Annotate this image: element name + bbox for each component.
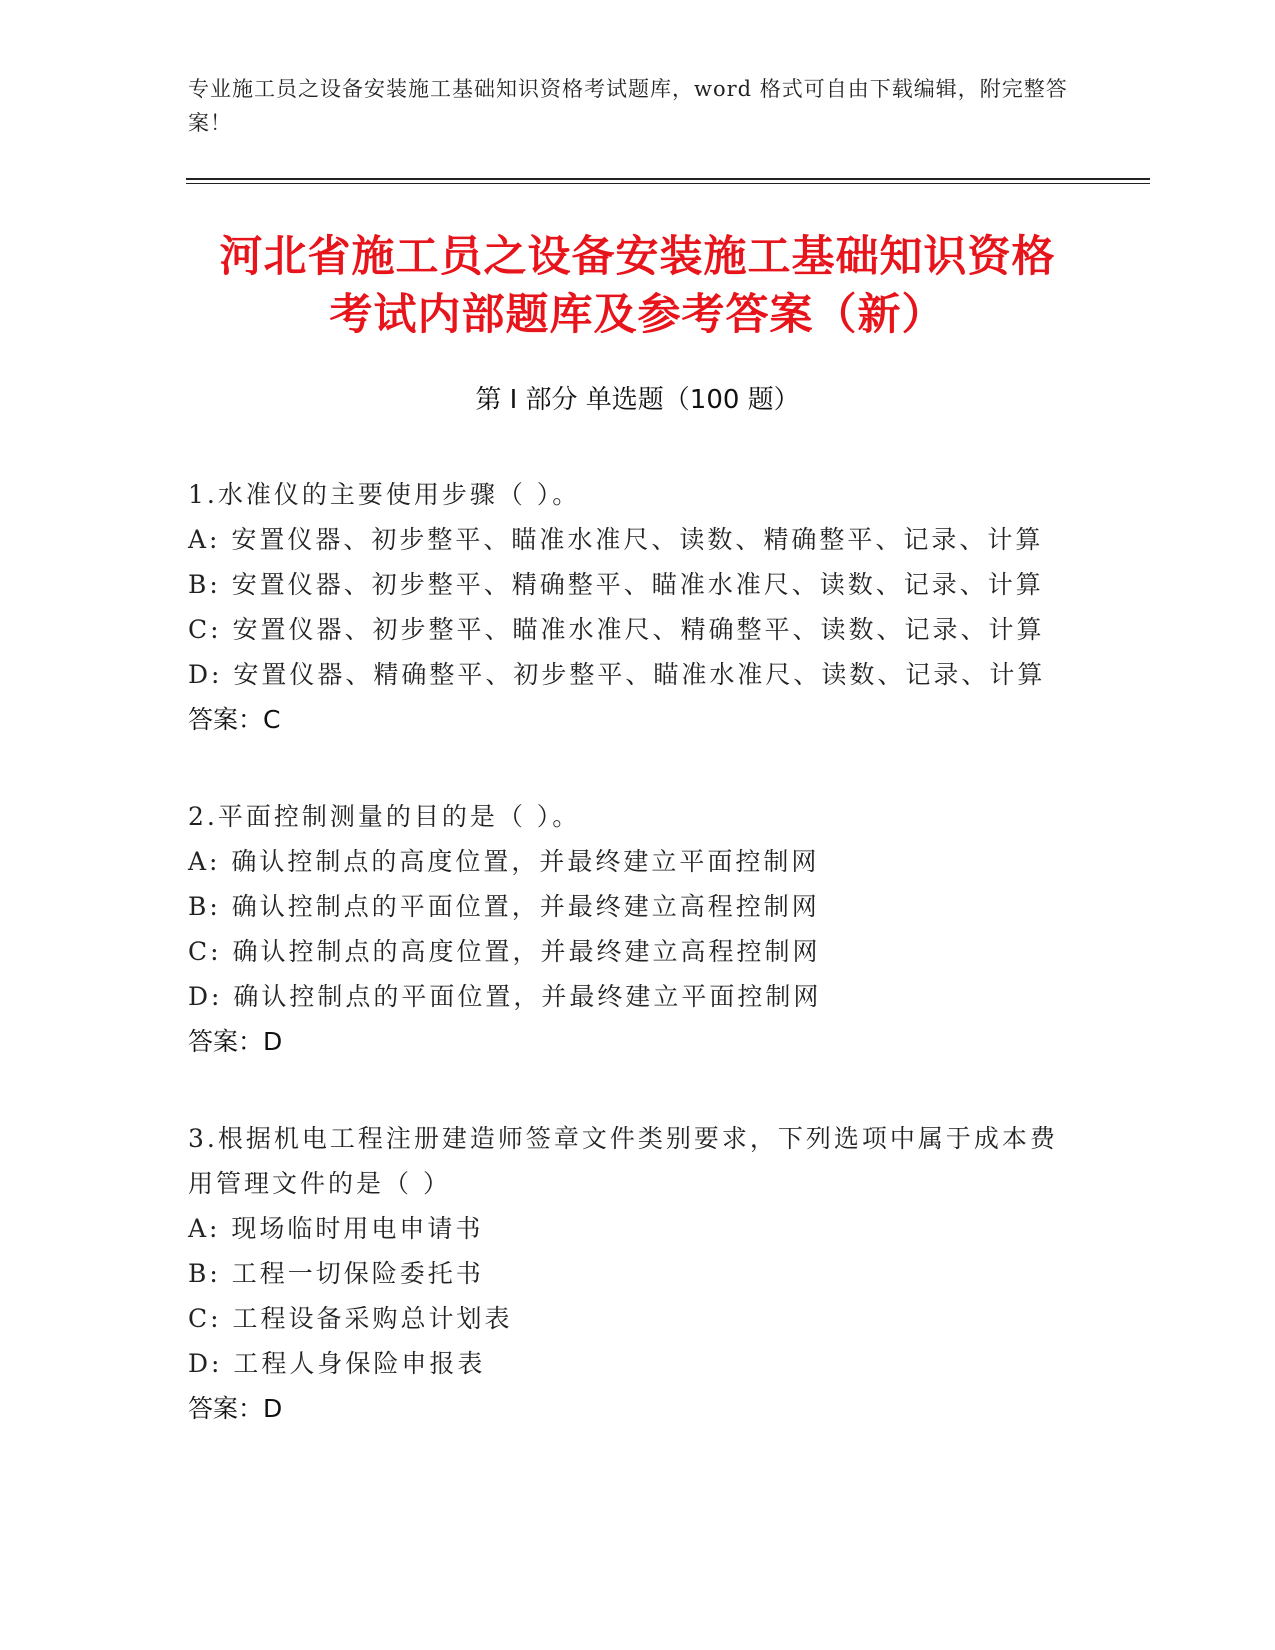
question-stem: 3.根据机电工程注册建造师签章文件类别要求，下列选项中属于成本费用管理文件的是（ ） — [188, 1124, 1058, 1198]
question-stem: 2.平面控制测量的目的是（ ）。 — [188, 802, 581, 831]
option-a: A: 安置仪器、初步整平、瞄准水准尺、读数、精确整平、记录、计算 — [188, 525, 1044, 554]
header-note: 专业施工员之设备安装施工基础知识资格考试题库，word 格式可自由下载编辑，附完整答案！ — [188, 77, 1068, 135]
option-b: B: 工程一切保险委托书 — [188, 1259, 484, 1288]
answer: 答案：D — [188, 1027, 283, 1056]
document-title-line-1: 河北省施工员之设备安装施工基础知识资格 — [219, 232, 1056, 282]
option-b: B: 安置仪器、初步整平、精确整平、瞄准水准尺、读数、记录、计算 — [188, 570, 1044, 599]
option-c: C: 工程设备采购总计划表 — [188, 1304, 513, 1333]
document-title-line-2: 考试内部题库及参考答案（新） — [329, 290, 946, 340]
answer: 答案：C — [188, 705, 281, 734]
option-c: C: 确认控制点的高度位置，并最终建立高程控制网 — [188, 937, 821, 966]
option-d: D: 工程人身保险申报表 — [188, 1349, 486, 1378]
option-d: D: 安置仪器、精确整平、初步整平、瞄准水准尺、读数、记录、计算 — [188, 660, 1046, 689]
question-list — [188, 472, 1088, 1483]
answer: 答案：D — [188, 1394, 283, 1423]
document-title — [160, 228, 1115, 344]
question-stem: 1.水准仪的主要使用步骤（ ）。 — [188, 480, 581, 509]
option-a: A: 确认控制点的高度位置，并最终建立平面控制网 — [188, 847, 820, 876]
header-divider — [186, 178, 1150, 184]
option-c: C: 安置仪器、初步整平、瞄准水准尺、精确整平、读数、记录、计算 — [188, 615, 1045, 644]
question-2 — [188, 794, 1088, 1064]
question-1 — [188, 472, 1088, 742]
option-d: D: 确认控制点的平面位置，并最终建立平面控制网 — [188, 982, 822, 1011]
option-b: B: 确认控制点的平面位置，并最终建立高程控制网 — [188, 892, 820, 921]
option-a: A: 现场临时用电申请书 — [188, 1214, 484, 1243]
question-3 — [188, 1116, 1088, 1431]
section-title: 第 I 部分 单选题（100 题） — [475, 385, 800, 415]
